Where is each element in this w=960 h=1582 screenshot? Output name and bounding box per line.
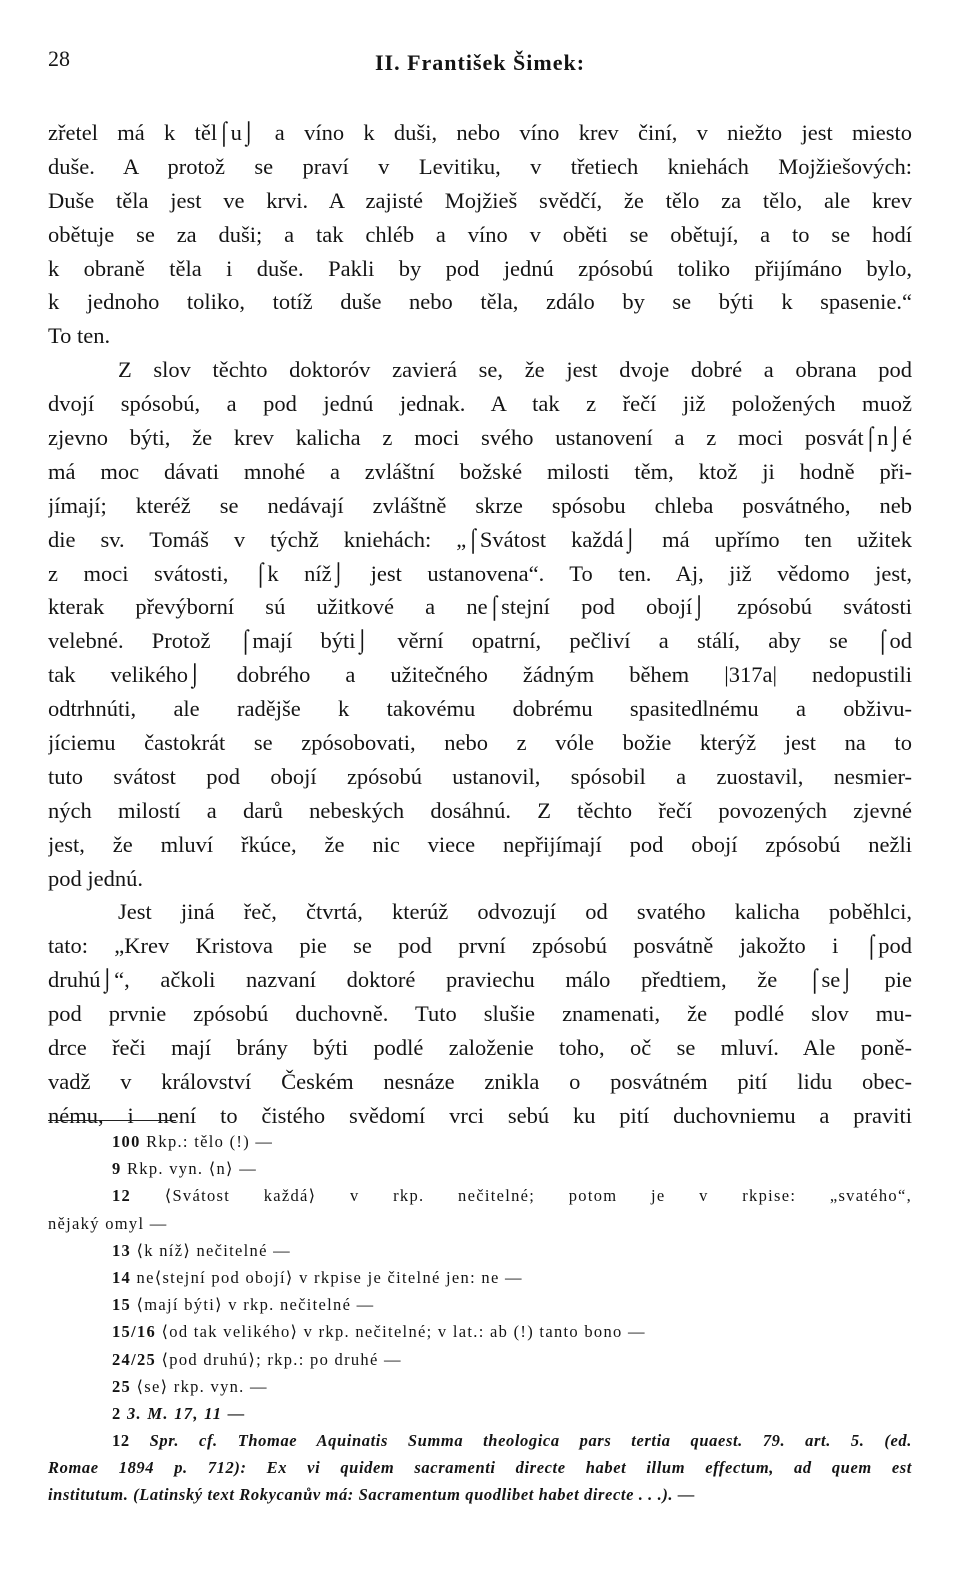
body-line: Z slov těchto doktoróv zavierá se, že jest dvoje dobré a obrana pod: [118, 357, 912, 383]
body-line: k obraně těla i duše. Pakli by pod jednú zpósobú toliko přijímáno bylo,: [48, 255, 912, 281]
body-line: dvojí spósobú, a pod jednú jednak. A tak z řečí již položených muož: [48, 391, 912, 417]
footnote-number: 15: [112, 1295, 132, 1315]
footnote-continuation: [48, 1481, 912, 1508]
body-line: die sv. Tomáš v týchž kniehách: „⌠Svátost každá⌡ má upřímo ten užitek: [48, 526, 912, 552]
footnote-continuation: [48, 1210, 912, 1237]
footnote: [48, 1182, 912, 1209]
body-line: k jednoho toliko, totíž duše nebo těla, zdálo by se býti k spasenie.“: [48, 289, 912, 315]
footnote-text: Spr. cf. Thomae Aquinatis Summa theologica pars tertia quaest. 79. art. 5. (ed.: [149, 1431, 912, 1451]
footnote-number: 9: [112, 1159, 122, 1179]
footnote: [48, 1346, 912, 1373]
footnote-text: institutum. (Latinský text Rokycanův má: Sacramentum quodlibet habet directe . . .). —: [48, 1485, 695, 1505]
body-line: pod jednú.: [48, 865, 143, 891]
body-line: má moc dávati mnohé a zvláštní božské milosti těm, ktož ji hodně při-: [48, 458, 912, 484]
footnote-number: 2: [112, 1403, 122, 1423]
footnote-text: ⟨mají býti⟩ v rkp. nečitelné —: [136, 1295, 375, 1315]
body-line: Jest jiná řeč, čtvrtá, kterúž odvozují od svatého kalicha poběhlci,: [118, 899, 912, 925]
body-line: obětuje se za duši; a tak chléb a víno v oběti se obětují, a to se hodí: [48, 221, 912, 247]
body-line: velebné. Protož ⌠mají býti⌡ věrní opatrní, pečliví a stálí, aby se ⌠od: [48, 628, 912, 654]
footnote-text: ⟨od tak velikého⟩ v rkp. nečitelné; v lat.: ab (!) tanto bono —: [161, 1322, 646, 1342]
body-line: z moci svátosti, ⌠k níž⌡ jest ustanovena“. To ten. Aj, již vědomo jest,: [48, 560, 912, 586]
footnote: [48, 1373, 912, 1400]
body-line: drce řeči mají brány býti podlé založenie toho, oč se mluví. Ale poně-: [48, 1035, 912, 1061]
body-line: jíciemu častokrát se zpósobovati, nebo z vóle božie kterýž jest na to: [48, 730, 912, 756]
footnotes: [48, 1128, 912, 1509]
footnote-text: ⟨pod druhú⟩; rkp.: po druhé —: [161, 1349, 402, 1369]
body-line: odtrhnúti, ale radějše k takovému dobrému spasitedlnému a obživu-: [48, 696, 912, 722]
body-line: To ten.: [48, 323, 111, 349]
footnote: [48, 1128, 912, 1155]
footnote-text: nějaký omyl —: [48, 1213, 168, 1233]
body-line: jímají; kteréž se nedávají zvláštně skrze spósobu chleba posvátného, neb: [48, 492, 912, 518]
footnote-text: ⟨se⟩ rkp. vyn. —: [136, 1376, 268, 1396]
footnote-number: 12: [112, 1431, 130, 1451]
footnote: [48, 1318, 912, 1345]
footnote-number: 13: [112, 1240, 132, 1260]
body-line: kterak převýborní sú užitkové a ne⌠stejní pod obojí⌡ zpósobú svátosti: [48, 594, 912, 620]
footnote: [48, 1291, 912, 1318]
footnote: [48, 1237, 912, 1264]
body-line: duše. A protož se praví v Levitiku, v třetiech kniehách Mojžiešových:: [48, 153, 912, 179]
footnote-number: 14: [112, 1267, 132, 1287]
footnote-number: 12: [112, 1186, 132, 1206]
body-line: nému, i není to čistého svědomí vrci sebú ku pití duchovniemu a praviti: [48, 1102, 912, 1128]
footnote: [48, 1427, 912, 1454]
body-line: tak velikého⌡ dobrého a užitečného žádným během |317a| nedopustili: [48, 662, 912, 688]
body-line: zjevno býti, že krev kalicha z moci svého ustanovení a z moci posvát⌠n⌡é: [48, 425, 912, 451]
footnote-text: ne⟨stejní pod obojí⟩ v rkpise je čitelné jen: ne —: [136, 1267, 523, 1287]
page-number: 28: [48, 46, 70, 71]
footnote: [48, 1264, 912, 1291]
footnote-number: 24/25: [112, 1349, 157, 1369]
footnote-text: 3. M. 17, 11 —: [127, 1403, 246, 1423]
footnote-number: 25: [112, 1376, 132, 1396]
body-line: zřetel má k těl⌠u⌡ a víno k duši, nebo víno krev činí, v niežto jest miesto: [48, 120, 912, 145]
body-text: [48, 116, 912, 1133]
footnote-divider: [48, 1120, 176, 1121]
body-line: vadž v království Českém nesnáze znikla o posvátném pití lidu obec-: [48, 1068, 912, 1094]
body-line: tuto svátost pod obojí zpósobú ustanovil, spósobil a zuostavil, nesmier-: [48, 763, 912, 789]
body-line: Duše těla jest ve krvi. A zajisté Mojžieš svědčí, že tělo za tělo, ale krev: [48, 187, 912, 213]
footnote: [48, 1155, 912, 1182]
body-line: druhú⌡“, ačkoli nazvaní doktoré praviechu málo předtiem, že ⌠se⌡ pie: [48, 967, 912, 993]
footnote-text: ⟨k níž⟩ nečitelné —: [136, 1240, 291, 1260]
footnote-text: Rkp.: tělo (!) —: [146, 1132, 274, 1151]
footnote: [48, 1400, 912, 1427]
body-line: tato: „Krev Kristova pie se pod první zpósobú posvátně jakožto i ⌠pod: [48, 933, 912, 959]
footnote-text: ⟨Svátost každá⟩ v rkp. nečitelné; potom je v rkpise: „svatého“,: [164, 1186, 912, 1206]
body-line: pod prvnie zpósobú duchovně. Tuto slušie znamenati, že podlé slov mu-: [48, 1001, 912, 1027]
body-line: ných milostí a darů nebeských dosáhnú. Z těchto řečí povozených zjevné: [48, 797, 912, 823]
footnote-continuation: [48, 1454, 912, 1481]
running-head: II. František Šimek:: [374, 50, 586, 75]
footnote-number: 100: [112, 1132, 141, 1151]
footnote-text: Rkp. vyn. ⟨n⟩ —: [127, 1159, 258, 1179]
footnote-text: Romae 1894 p. 712): Ex vi quidem sacramenti directe habet illum effectum, ad quem est: [48, 1458, 912, 1478]
body-line: jest, že mluví řkúce, že nic viece nepřijímají pod obojí zpósobú nežli: [48, 831, 912, 857]
footnote-number: 15/16: [112, 1322, 157, 1342]
